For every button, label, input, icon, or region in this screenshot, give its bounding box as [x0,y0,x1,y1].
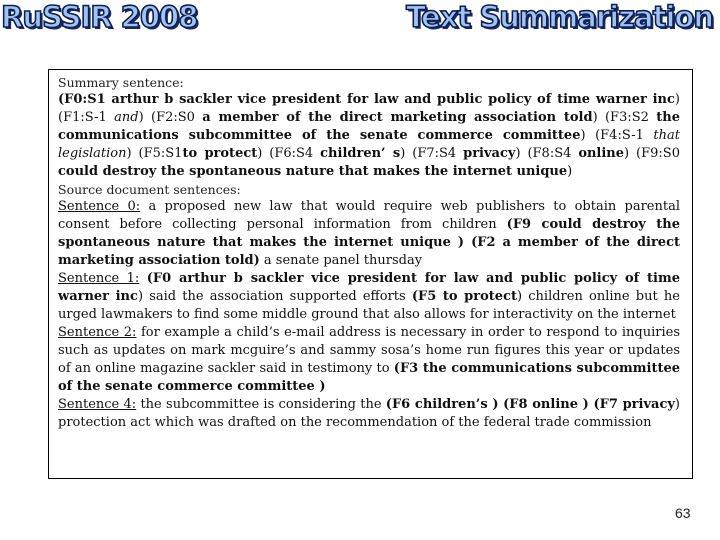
text-fragment: a senate panel thursday [259,253,423,268]
sentence-label: Sentence 4: [58,397,137,412]
figure-content [58,74,680,432]
text-fragment: ) (F6:S4 [257,146,321,161]
text-fragment: a proposed new law that would require web publishers to obtain parental consent before collecting personal information from children [58,199,680,232]
source-sentence [58,324,680,396]
italic-fragment: that legislation [58,128,680,161]
bold-fragment: could destroy the spontaneous nature that makes the internet unique [58,164,568,179]
header-left-title: RuSSIR 2008 [1,0,198,34]
bold-fragment: children’ s [320,146,401,161]
text-fragment: ) (F3:S2 [592,110,657,125]
bold-fragment: a member of the direct marketing association told [202,110,593,125]
bold-fragment: the communications subcommittee of the senate commerce committee [58,110,680,143]
source-sentence [58,198,680,270]
bold-fragment: privacy [463,146,516,161]
text-fragment: ) (F8:S4 [515,146,579,161]
text-fragment: ) (F1:S-1 [58,92,680,125]
text-fragment: ) (F4:S-1 [580,128,654,143]
text-fragment: ) (F5:S1 [126,146,183,161]
bold-fragment: (F5 to protect [411,289,517,304]
bold-fragment: (F0:S1 arthur b sackler vice president for law and public policy of time warner inc [58,92,675,107]
bold-fragment: to protect [182,146,258,161]
slide-figure-frame [48,69,693,479]
text-fragment: for example a child’s e-mail address is necessary in order to respond to inquiries such as updates on mark mcguire’s and sammy sosa’s home run figures this year or updates of an online magazine sackler said in testimony to [58,325,680,376]
bold-fragment: (F9 could destroy the spontaneous nature that makes the internet unique ) (F2 a member of the direct marketing association told) [58,217,680,268]
source-heading: Source document sentences: [58,182,241,197]
text-fragment: ) children online but he urged lawmakers to find some middle ground that also allows for interactivity on the internet [58,289,680,322]
source-sentence [58,270,680,324]
text-fragment: ) said the association supported efforts [137,289,412,304]
sentence-label: Sentence 2: [58,325,137,340]
summary-heading: Summary sentence: [58,75,184,90]
header-right-title: Text Summarization [406,0,713,34]
source-sentences [58,198,680,432]
bold-fragment: (F0 arthur b sackler vice president for law and public policy of time warner inc [58,271,681,304]
text-fragment: ) (F2:S0 [138,110,203,125]
bold-fragment: (F3 the communications subcommittee of the senate commerce committee ) [58,361,680,394]
sentence-label: Sentence 1: [58,271,140,286]
text-fragment [139,271,146,286]
bold-fragment: (F6 children’s ) (F8 online ) (F7 privacy [385,397,675,412]
sentence-label: Sentence 0: [58,199,141,214]
text-fragment: ) (F9:S0 [624,146,680,161]
text-fragment: ) (F7:S4 [400,146,464,161]
page-number: 63 [675,505,691,521]
text-fragment: ) [567,164,573,179]
italic-fragment: and [114,110,139,125]
text-fragment: the subcommittee is considering the [136,397,386,412]
text-fragment: ) protection act which was drafted on the recommendation of the federal trade commission [58,397,680,430]
bold-fragment: online [578,146,625,161]
source-sentence [58,396,680,432]
summary-sentence [58,91,680,181]
